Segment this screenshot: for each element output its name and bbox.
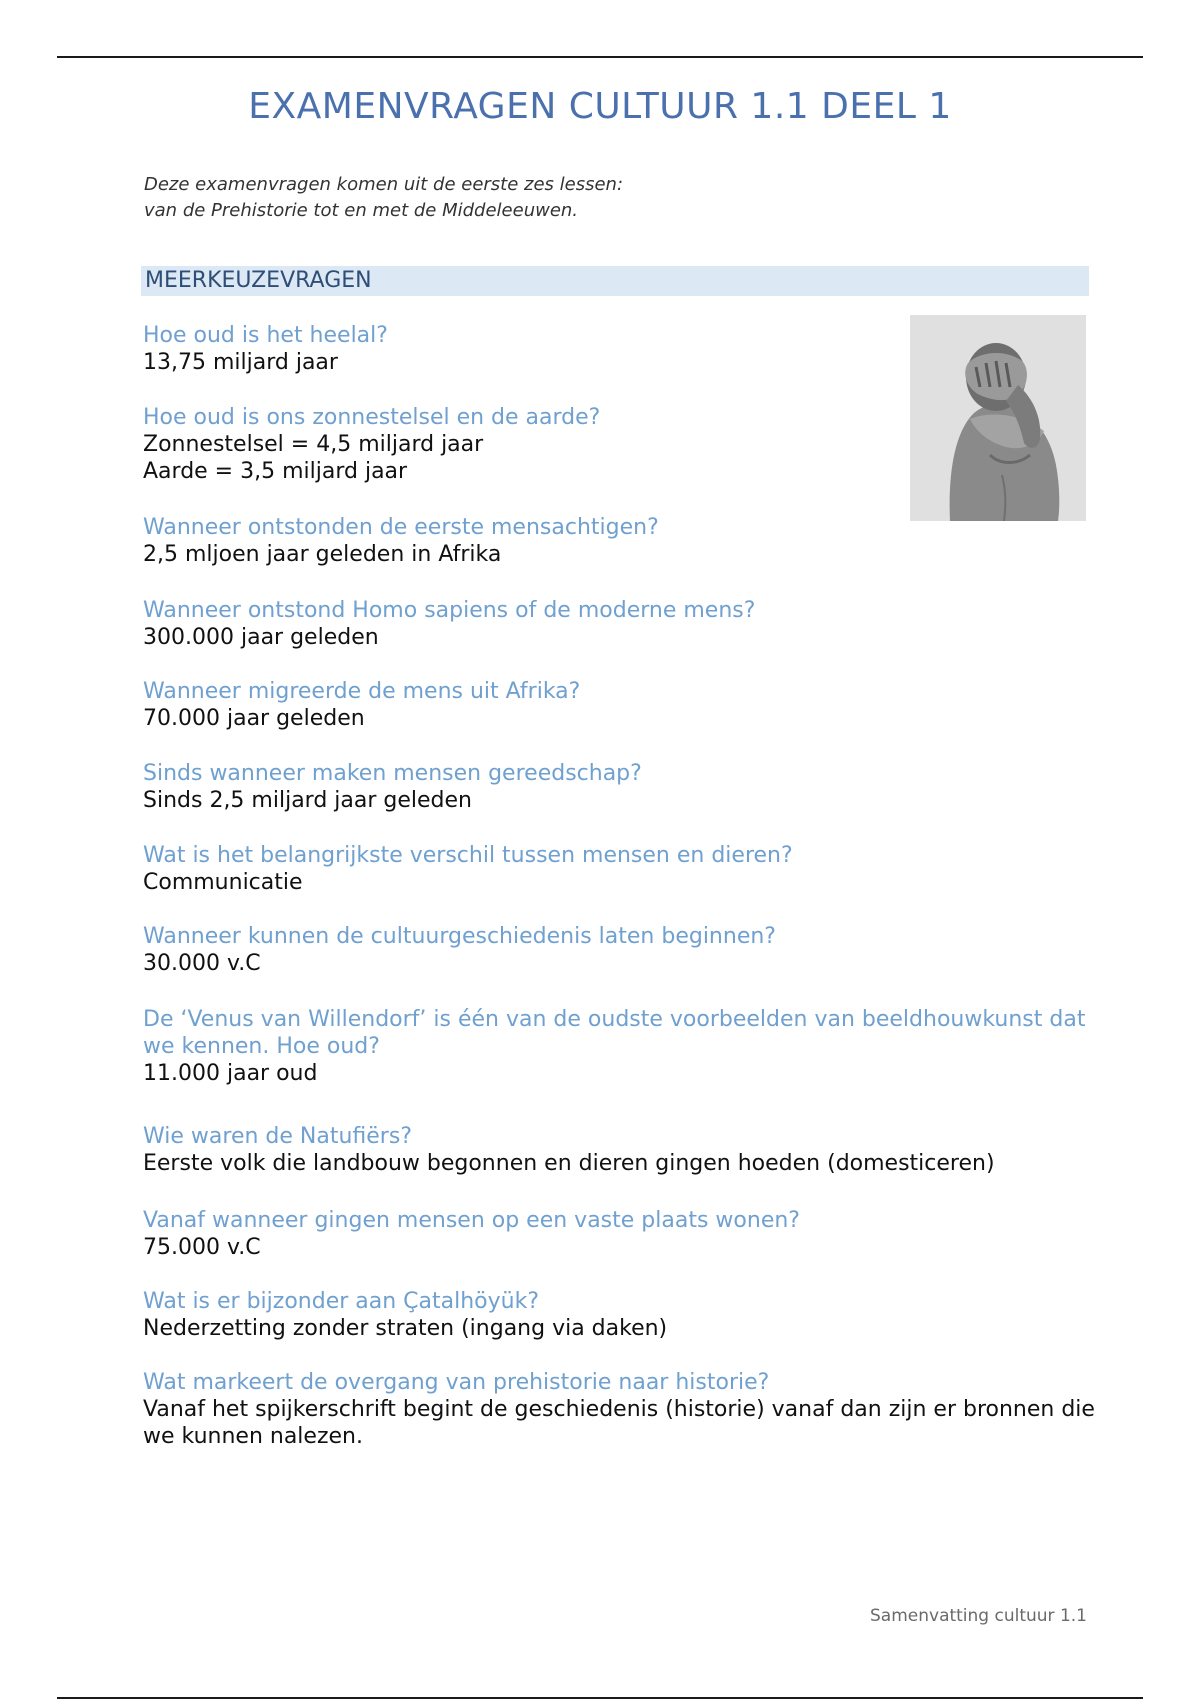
answer: Communicatie	[143, 870, 303, 895]
answer: 13,75 miljard jaar	[143, 350, 338, 375]
qa-item	[143, 1123, 1103, 1177]
answer: Vanaf het spijkerschrift begint de geschiedenis (historie) vanaf dan zijn er bronnen die we kunnen nalezen.	[143, 1397, 1095, 1449]
qa-item	[143, 923, 1103, 977]
qa-item	[143, 404, 1103, 485]
answer: Aarde = 3,5 miljard jaar	[143, 459, 408, 484]
top-rule	[57, 56, 1143, 58]
question: Wat markeert de overgang van prehistorie naar historie?	[143, 1370, 770, 1395]
qa-item	[143, 678, 1103, 732]
bottom-rule	[57, 1697, 1143, 1699]
qa-item	[143, 514, 1103, 568]
answer: 300.000 jaar geleden	[143, 625, 379, 650]
question: Wie waren de Natufiërs?	[143, 1124, 412, 1149]
intro-text	[144, 172, 944, 224]
answer: Eerste volk die landbouw begonnen en dieren gingen hoeden (domesticeren)	[143, 1151, 995, 1176]
answer: Sinds 2,5 miljard jaar geleden	[143, 788, 472, 813]
qa-item	[143, 1369, 1103, 1450]
question: Wat is het belangrijkste verschil tussen mensen en dieren?	[143, 843, 793, 868]
answer: 30.000 v.C	[143, 951, 261, 976]
intro-line-1: Deze examenvragen komen uit de eerste zes lessen:	[144, 174, 624, 195]
qa-item	[143, 1006, 1103, 1087]
question: Hoe oud is het heelal?	[143, 323, 388, 348]
qa-item	[143, 760, 1103, 814]
question: Hoe oud is ons zonnestelsel en de aarde?	[143, 405, 601, 430]
qa-item	[143, 1207, 1103, 1261]
answer: Zonnestelsel = 4,5 miljard jaar	[143, 432, 484, 457]
question: Sinds wanneer maken mensen gereedschap?	[143, 761, 642, 786]
qa-item	[143, 322, 1103, 376]
question: De ‘Venus van Willendorf’ is één van de oudste voorbeelden van beeldhouwkunst dat we kennen. Hoe oud?	[143, 1007, 1086, 1059]
page-footer: Samenvatting cultuur 1.1	[870, 1606, 1087, 1626]
answer: 2,5 mljoen jaar geleden in Afrika	[143, 542, 502, 567]
section-header: MEERKEUZEVRAGEN	[141, 266, 1089, 296]
page-title: EXAMENVRAGEN CULTUUR 1.1 DEEL 1	[248, 86, 952, 127]
qa-item	[143, 597, 1103, 651]
intro-line-2: van de Prehistorie tot en met de Middeleeuwen.	[144, 200, 579, 221]
question: Vanaf wanneer gingen mensen op een vaste plaats wonen?	[143, 1208, 800, 1233]
answer: 75.000 v.C	[143, 1235, 261, 1260]
question: Wanneer ontstonden de eerste mensachtigen?	[143, 515, 659, 540]
answer: Nederzetting zonder straten (ingang via daken)	[143, 1316, 668, 1341]
question: Wanneer migreerde de mens uit Afrika?	[143, 679, 581, 704]
question: Wat is er bijzonder aan Çatalhöyük?	[143, 1289, 540, 1314]
question: Wanneer ontstond Homo sapiens of de moderne mens?	[143, 598, 756, 623]
question: Wanneer kunnen de cultuurgeschiedenis laten beginnen?	[143, 924, 776, 949]
answer: 70.000 jaar geleden	[143, 706, 365, 731]
qa-item	[143, 1288, 1103, 1342]
answer: 11.000 jaar oud	[143, 1061, 318, 1086]
qa-item	[143, 842, 1103, 896]
